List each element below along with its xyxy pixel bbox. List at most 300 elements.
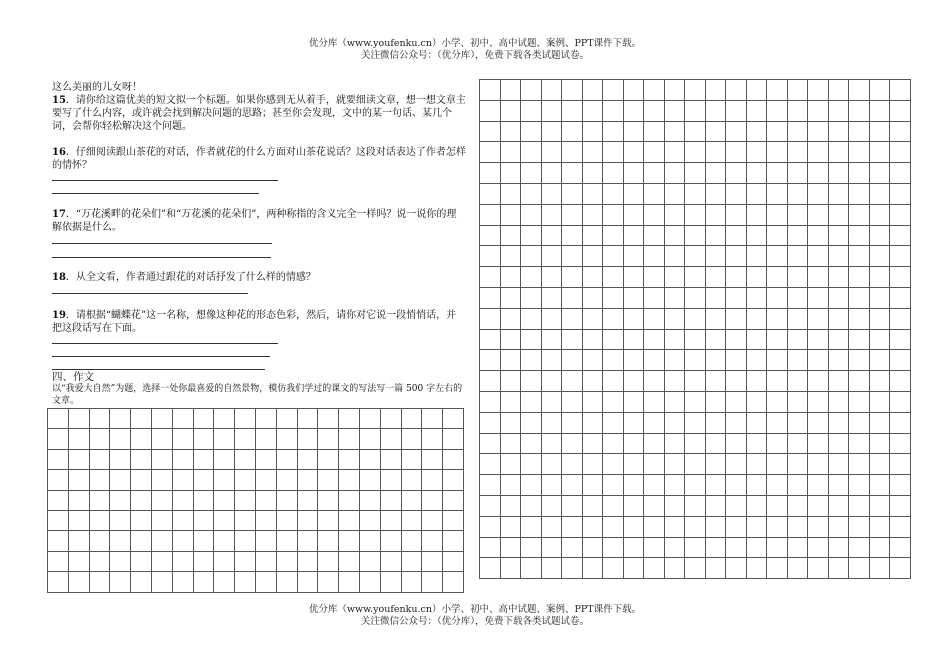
grid-cell[interactable]	[582, 204, 603, 225]
grid-cell[interactable]	[767, 433, 788, 454]
grid-cell[interactable]	[89, 429, 110, 449]
grid-cell[interactable]	[401, 409, 422, 429]
grid-cell[interactable]	[869, 495, 890, 516]
grid-cell[interactable]	[726, 80, 747, 101]
grid-cell[interactable]	[521, 267, 542, 288]
grid-cell[interactable]	[746, 121, 767, 142]
grid-cell[interactable]	[623, 495, 644, 516]
grid-cell[interactable]	[521, 371, 542, 392]
grid-cell[interactable]	[401, 429, 422, 449]
grid-cell[interactable]	[849, 121, 870, 142]
grid-cell[interactable]	[787, 246, 808, 267]
grid-cell[interactable]	[521, 183, 542, 204]
grid-cell[interactable]	[562, 495, 583, 516]
grid-cell[interactable]	[869, 475, 890, 496]
grid-cell[interactable]	[644, 433, 665, 454]
grid-cell[interactable]	[603, 225, 624, 246]
grid-cell[interactable]	[422, 572, 443, 592]
grid-cell[interactable]	[89, 449, 110, 469]
answer-line[interactable]	[52, 243, 272, 244]
grid-cell[interactable]	[255, 510, 276, 530]
answer-line[interactable]	[52, 369, 265, 370]
grid-cell[interactable]	[808, 204, 829, 225]
grid-cell[interactable]	[726, 475, 747, 496]
grid-cell[interactable]	[582, 371, 603, 392]
grid-cell[interactable]	[726, 183, 747, 204]
grid-cell[interactable]	[685, 121, 706, 142]
grid-cell[interactable]	[562, 267, 583, 288]
grid-cell[interactable]	[808, 475, 829, 496]
grid-cell[interactable]	[685, 495, 706, 516]
grid-cell[interactable]	[685, 433, 706, 454]
grid-cell[interactable]	[685, 225, 706, 246]
grid-cell[interactable]	[359, 429, 380, 449]
grid-cell[interactable]	[685, 246, 706, 267]
grid-cell[interactable]	[480, 287, 501, 308]
grid-cell[interactable]	[562, 537, 583, 558]
grid-cell[interactable]	[705, 142, 726, 163]
grid-cell[interactable]	[110, 470, 131, 490]
grid-cell[interactable]	[726, 246, 747, 267]
grid-cell[interactable]	[664, 246, 685, 267]
grid-cell[interactable]	[664, 80, 685, 101]
grid-cell[interactable]	[623, 350, 644, 371]
grid-cell[interactable]	[339, 490, 360, 510]
grid-cell[interactable]	[359, 551, 380, 571]
grid-cell[interactable]	[318, 572, 339, 592]
grid-cell[interactable]	[541, 163, 562, 184]
grid-cell[interactable]	[849, 308, 870, 329]
answer-line[interactable]	[52, 193, 259, 194]
grid-cell[interactable]	[828, 475, 849, 496]
grid-cell[interactable]	[500, 121, 521, 142]
grid-cell[interactable]	[255, 409, 276, 429]
grid-cell[interactable]	[787, 163, 808, 184]
grid-cell[interactable]	[726, 287, 747, 308]
grid-cell[interactable]	[214, 510, 235, 530]
grid-cell[interactable]	[521, 495, 542, 516]
grid-cell[interactable]	[869, 100, 890, 121]
grid-cell[interactable]	[787, 225, 808, 246]
grid-cell[interactable]	[787, 454, 808, 475]
grid-cell[interactable]	[131, 510, 152, 530]
grid-cell[interactable]	[890, 267, 911, 288]
grid-cell[interactable]	[767, 537, 788, 558]
grid-cell[interactable]	[767, 308, 788, 329]
grid-cell[interactable]	[664, 516, 685, 537]
grid-cell[interactable]	[746, 558, 767, 579]
grid-cell[interactable]	[480, 183, 501, 204]
grid-cell[interactable]	[664, 142, 685, 163]
grid-cell[interactable]	[339, 449, 360, 469]
grid-cell[interactable]	[318, 449, 339, 469]
grid-cell[interactable]	[443, 470, 464, 490]
grid-cell[interactable]	[318, 490, 339, 510]
grid-cell[interactable]	[767, 287, 788, 308]
grid-cell[interactable]	[890, 558, 911, 579]
grid-cell[interactable]	[828, 100, 849, 121]
grid-cell[interactable]	[746, 163, 767, 184]
grid-cell[interactable]	[541, 433, 562, 454]
grid-cell[interactable]	[623, 537, 644, 558]
grid-cell[interactable]	[151, 510, 172, 530]
grid-cell[interactable]	[746, 537, 767, 558]
grid-cell[interactable]	[685, 308, 706, 329]
grid-cell[interactable]	[890, 225, 911, 246]
grid-cell[interactable]	[131, 429, 152, 449]
grid-cell[interactable]	[890, 350, 911, 371]
grid-cell[interactable]	[849, 454, 870, 475]
grid-cell[interactable]	[193, 531, 214, 551]
grid-cell[interactable]	[443, 572, 464, 592]
grid-cell[interactable]	[521, 454, 542, 475]
grid-cell[interactable]	[48, 572, 69, 592]
grid-cell[interactable]	[603, 329, 624, 350]
grid-cell[interactable]	[541, 225, 562, 246]
grid-cell[interactable]	[521, 80, 542, 101]
grid-cell[interactable]	[808, 287, 829, 308]
grid-cell[interactable]	[644, 80, 665, 101]
grid-cell[interactable]	[603, 454, 624, 475]
grid-cell[interactable]	[214, 531, 235, 551]
grid-cell[interactable]	[172, 449, 193, 469]
grid-cell[interactable]	[767, 204, 788, 225]
grid-cell[interactable]	[787, 100, 808, 121]
grid-cell[interactable]	[562, 433, 583, 454]
grid-cell[interactable]	[849, 371, 870, 392]
grid-cell[interactable]	[746, 391, 767, 412]
grid-cell[interactable]	[726, 537, 747, 558]
grid-cell[interactable]	[521, 100, 542, 121]
grid-cell[interactable]	[500, 308, 521, 329]
grid-cell[interactable]	[562, 80, 583, 101]
grid-cell[interactable]	[521, 246, 542, 267]
grid-cell[interactable]	[276, 510, 297, 530]
grid-cell[interactable]	[521, 287, 542, 308]
grid-cell[interactable]	[603, 371, 624, 392]
grid-cell[interactable]	[380, 531, 401, 551]
grid-cell[interactable]	[828, 516, 849, 537]
grid-cell[interactable]	[746, 329, 767, 350]
grid-cell[interactable]	[746, 225, 767, 246]
grid-cell[interactable]	[869, 121, 890, 142]
grid-cell[interactable]	[214, 409, 235, 429]
grid-cell[interactable]	[849, 246, 870, 267]
grid-cell[interactable]	[500, 516, 521, 537]
grid-cell[interactable]	[705, 267, 726, 288]
grid-cell[interactable]	[582, 412, 603, 433]
grid-cell[interactable]	[869, 225, 890, 246]
grid-cell[interactable]	[541, 100, 562, 121]
grid-cell[interactable]	[664, 558, 685, 579]
grid-cell[interactable]	[787, 121, 808, 142]
grid-cell[interactable]	[521, 475, 542, 496]
grid-cell[interactable]	[644, 100, 665, 121]
grid-cell[interactable]	[89, 551, 110, 571]
grid-cell[interactable]	[869, 267, 890, 288]
grid-cell[interactable]	[541, 537, 562, 558]
grid-cell[interactable]	[767, 225, 788, 246]
grid-cell[interactable]	[849, 391, 870, 412]
grid-cell[interactable]	[480, 371, 501, 392]
grid-cell[interactable]	[443, 429, 464, 449]
grid-cell[interactable]	[746, 246, 767, 267]
grid-cell[interactable]	[339, 551, 360, 571]
grid-cell[interactable]	[359, 449, 380, 469]
grid-cell[interactable]	[276, 470, 297, 490]
grid-cell[interactable]	[500, 558, 521, 579]
grid-cell[interactable]	[541, 142, 562, 163]
grid-cell[interactable]	[480, 246, 501, 267]
grid-cell[interactable]	[767, 267, 788, 288]
grid-cell[interactable]	[705, 516, 726, 537]
grid-cell[interactable]	[339, 531, 360, 551]
grid-cell[interactable]	[726, 142, 747, 163]
grid-cell[interactable]	[623, 246, 644, 267]
grid-cell[interactable]	[235, 449, 256, 469]
grid-cell[interactable]	[541, 246, 562, 267]
grid-cell[interactable]	[318, 531, 339, 551]
grid-cell[interactable]	[705, 371, 726, 392]
grid-cell[interactable]	[480, 308, 501, 329]
grid-cell[interactable]	[110, 572, 131, 592]
grid-cell[interactable]	[193, 572, 214, 592]
grid-cell[interactable]	[685, 371, 706, 392]
grid-cell[interactable]	[603, 412, 624, 433]
grid-cell[interactable]	[644, 350, 665, 371]
grid-cell[interactable]	[480, 100, 501, 121]
grid-cell[interactable]	[48, 551, 69, 571]
grid-cell[interactable]	[705, 287, 726, 308]
grid-cell[interactable]	[582, 183, 603, 204]
grid-cell[interactable]	[276, 409, 297, 429]
grid-cell[interactable]	[849, 537, 870, 558]
grid-cell[interactable]	[541, 516, 562, 537]
grid-cell[interactable]	[603, 80, 624, 101]
grid-cell[interactable]	[746, 287, 767, 308]
grid-cell[interactable]	[562, 204, 583, 225]
grid-cell[interactable]	[890, 371, 911, 392]
grid-cell[interactable]	[68, 572, 89, 592]
grid-cell[interactable]	[746, 516, 767, 537]
grid-cell[interactable]	[235, 531, 256, 551]
grid-cell[interactable]	[869, 350, 890, 371]
grid-cell[interactable]	[828, 80, 849, 101]
grid-cell[interactable]	[541, 329, 562, 350]
grid-cell[interactable]	[500, 80, 521, 101]
grid-cell[interactable]	[500, 433, 521, 454]
grid-cell[interactable]	[562, 391, 583, 412]
grid-cell[interactable]	[297, 510, 318, 530]
grid-cell[interactable]	[787, 204, 808, 225]
grid-cell[interactable]	[746, 183, 767, 204]
answer-line[interactable]	[52, 293, 248, 294]
grid-cell[interactable]	[787, 329, 808, 350]
grid-cell[interactable]	[521, 308, 542, 329]
grid-cell[interactable]	[685, 183, 706, 204]
grid-cell[interactable]	[380, 409, 401, 429]
grid-cell[interactable]	[644, 142, 665, 163]
grid-cell[interactable]	[726, 391, 747, 412]
grid-cell[interactable]	[110, 510, 131, 530]
grid-cell[interactable]	[726, 308, 747, 329]
grid-cell[interactable]	[705, 225, 726, 246]
grid-cell[interactable]	[849, 100, 870, 121]
grid-cell[interactable]	[521, 391, 542, 412]
grid-cell[interactable]	[500, 329, 521, 350]
grid-cell[interactable]	[48, 490, 69, 510]
grid-cell[interactable]	[521, 121, 542, 142]
grid-cell[interactable]	[726, 433, 747, 454]
grid-cell[interactable]	[787, 433, 808, 454]
grid-cell[interactable]	[443, 551, 464, 571]
grid-cell[interactable]	[767, 246, 788, 267]
grid-cell[interactable]	[623, 121, 644, 142]
grid-cell[interactable]	[48, 429, 69, 449]
grid-cell[interactable]	[318, 429, 339, 449]
grid-cell[interactable]	[685, 391, 706, 412]
grid-cell[interactable]	[110, 409, 131, 429]
grid-cell[interactable]	[582, 80, 603, 101]
grid-cell[interactable]	[318, 409, 339, 429]
grid-cell[interactable]	[644, 121, 665, 142]
grid-cell[interactable]	[401, 531, 422, 551]
grid-cell[interactable]	[582, 350, 603, 371]
grid-cell[interactable]	[828, 495, 849, 516]
grid-cell[interactable]	[603, 142, 624, 163]
grid-cell[interactable]	[603, 495, 624, 516]
grid-cell[interactable]	[297, 470, 318, 490]
grid-cell[interactable]	[787, 371, 808, 392]
grid-cell[interactable]	[172, 531, 193, 551]
grid-cell[interactable]	[746, 433, 767, 454]
grid-cell[interactable]	[500, 454, 521, 475]
grid-cell[interactable]	[644, 391, 665, 412]
grid-cell[interactable]	[623, 371, 644, 392]
grid-cell[interactable]	[422, 409, 443, 429]
grid-cell[interactable]	[541, 204, 562, 225]
grid-cell[interactable]	[562, 225, 583, 246]
grid-cell[interactable]	[849, 475, 870, 496]
grid-cell[interactable]	[521, 350, 542, 371]
grid-cell[interactable]	[623, 412, 644, 433]
grid-cell[interactable]	[500, 183, 521, 204]
grid-cell[interactable]	[726, 350, 747, 371]
grid-cell[interactable]	[276, 551, 297, 571]
grid-cell[interactable]	[890, 183, 911, 204]
grid-cell[interactable]	[685, 267, 706, 288]
grid-cell[interactable]	[685, 80, 706, 101]
grid-cell[interactable]	[151, 490, 172, 510]
grid-cell[interactable]	[685, 329, 706, 350]
grid-cell[interactable]	[521, 412, 542, 433]
grid-cell[interactable]	[849, 558, 870, 579]
grid-cell[interactable]	[664, 495, 685, 516]
grid-cell[interactable]	[68, 470, 89, 490]
grid-cell[interactable]	[480, 495, 501, 516]
grid-cell[interactable]	[705, 308, 726, 329]
grid-cell[interactable]	[318, 551, 339, 571]
grid-cell[interactable]	[726, 371, 747, 392]
grid-cell[interactable]	[705, 495, 726, 516]
grid-cell[interactable]	[521, 204, 542, 225]
grid-cell[interactable]	[890, 516, 911, 537]
grid-cell[interactable]	[869, 246, 890, 267]
grid-cell[interactable]	[172, 409, 193, 429]
grid-cell[interactable]	[582, 246, 603, 267]
grid-cell[interactable]	[767, 371, 788, 392]
grid-cell[interactable]	[664, 329, 685, 350]
grid-cell[interactable]	[562, 183, 583, 204]
grid-cell[interactable]	[521, 329, 542, 350]
grid-cell[interactable]	[297, 490, 318, 510]
grid-cell[interactable]	[869, 454, 890, 475]
grid-cell[interactable]	[644, 225, 665, 246]
grid-cell[interactable]	[318, 470, 339, 490]
grid-cell[interactable]	[890, 495, 911, 516]
grid-cell[interactable]	[297, 449, 318, 469]
grid-cell[interactable]	[644, 308, 665, 329]
grid-cell[interactable]	[603, 433, 624, 454]
grid-cell[interactable]	[255, 449, 276, 469]
grid-cell[interactable]	[890, 308, 911, 329]
grid-cell[interactable]	[443, 490, 464, 510]
grid-cell[interactable]	[603, 558, 624, 579]
grid-cell[interactable]	[644, 163, 665, 184]
grid-cell[interactable]	[603, 516, 624, 537]
grid-cell[interactable]	[603, 204, 624, 225]
grid-cell[interactable]	[869, 516, 890, 537]
grid-cell[interactable]	[562, 100, 583, 121]
grid-cell[interactable]	[644, 558, 665, 579]
grid-cell[interactable]	[746, 204, 767, 225]
grid-cell[interactable]	[521, 537, 542, 558]
grid-cell[interactable]	[131, 470, 152, 490]
grid-cell[interactable]	[890, 246, 911, 267]
grid-cell[interactable]	[787, 412, 808, 433]
grid-cell[interactable]	[562, 350, 583, 371]
grid-cell[interactable]	[480, 433, 501, 454]
grid-cell[interactable]	[828, 433, 849, 454]
grid-cell[interactable]	[746, 308, 767, 329]
grid-cell[interactable]	[443, 510, 464, 530]
grid-cell[interactable]	[480, 537, 501, 558]
grid-cell[interactable]	[685, 142, 706, 163]
grid-cell[interactable]	[582, 537, 603, 558]
grid-cell[interactable]	[172, 429, 193, 449]
grid-cell[interactable]	[500, 475, 521, 496]
grid-cell[interactable]	[131, 449, 152, 469]
grid-cell[interactable]	[500, 267, 521, 288]
grid-cell[interactable]	[603, 475, 624, 496]
grid-cell[interactable]	[623, 558, 644, 579]
grid-cell[interactable]	[380, 429, 401, 449]
grid-cell[interactable]	[255, 531, 276, 551]
grid-cell[interactable]	[828, 246, 849, 267]
grid-cell[interactable]	[151, 572, 172, 592]
grid-cell[interactable]	[685, 163, 706, 184]
grid-cell[interactable]	[359, 510, 380, 530]
grid-cell[interactable]	[849, 204, 870, 225]
grid-cell[interactable]	[235, 572, 256, 592]
grid-cell[interactable]	[276, 449, 297, 469]
grid-cell[interactable]	[869, 433, 890, 454]
grid-cell[interactable]	[541, 308, 562, 329]
grid-cell[interactable]	[235, 510, 256, 530]
grid-cell[interactable]	[131, 572, 152, 592]
grid-cell[interactable]	[623, 516, 644, 537]
grid-cell[interactable]	[603, 308, 624, 329]
